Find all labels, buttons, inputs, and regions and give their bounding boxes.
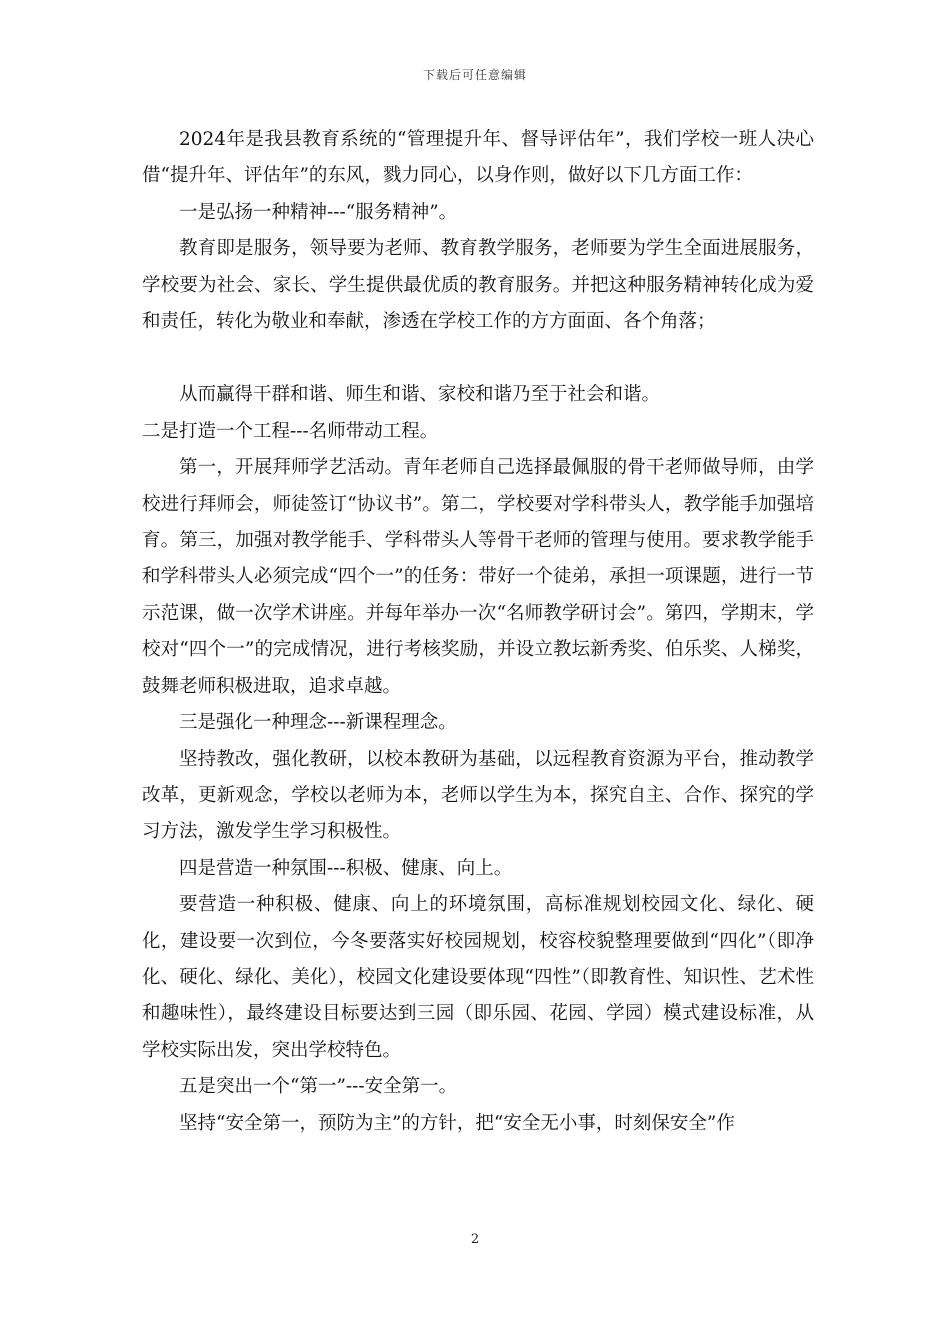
heading-service-spirit: 一是弘扬一种精神---“服务精神”。 [179,201,458,223]
paragraph-harmony: 从而赢得干群和谐、师生和谐、家校和谐乃至于社会和谐。 [179,384,661,406]
heading-famous-teacher-project: 二是打造一个工程---名师带动工程。 [142,420,439,442]
document-body [142,122,814,1142]
page-number: 2 [470,1232,480,1247]
heading-atmosphere: 四是营造一种氛围---积极、健康、向上。 [179,857,513,879]
heading-new-curriculum: 三是强化一种理念---新课程理念。 [179,712,457,734]
paragraph-famous-teacher: 第一，开展拜师学艺活动。青年老师自己选择最佩服的骨干老师做导师，由学校进行拜师会，师徒签订“协议书”。第二，学校要对学科带头人，教学能手加强培育。第三，加强对教学能手、学科带头人等骨干老师的管理与使用。要求教学能手和学科带头人必须完成“四个一”的任务：带好一个徒弟，承担一项课题，进行一节示范课，做一次学术讲座。并每年举办一次“名师教学研讨会”。第四，学期末，学校对“四个一”的完成情况，进行考核奖励，并设立教坛新秀奖、伯乐奖、人梯奖，鼓舞老师积极进取，追求卓越。 [142,457,814,697]
paragraph-safety: 坚持“安全第一，预防为主”的方针，把“安全无小事，时刻保安全”作 [179,1112,735,1134]
paragraph-service: 教育即是服务，领导要为老师、教育教学服务，老师要为学生全面进展服务，学校要为社会、家长、学生提供最优质的教育服务。并把这种服务精神转化成为爱和责任，转化为敬业和奉献，渗透在学校工作的方方面面、各个角落； [142,238,814,333]
paragraph-intro: 2024年是我县教育系统的“管理提升年、督导评估年”，我们学校一班人决心借“提升年、评估年”的东风，戮力同心，以身作则，做好以下几方面工作： [142,129,814,187]
page-header-note: 下载后可任意编辑 [422,68,527,82]
paragraph-atmosphere: 要营造一种积极、健康、向上的环境氛围，高标准规划校园文化、绿化、硬化，建设要一次到位，今冬要落实好校园规划，校容校貌整理要做到“四化”（即净化、硬化、绿化、美化），校园文化建设要体现“四性”（即教育性、知识性、艺术性和趣味性），最终建设目标要达到三园（即乐园、花园、学园）模式建设标准，从学校实际出发，突出学校特色。 [142,894,814,1061]
heading-safety-first: 五是突出一个“第一”---安全第一。 [179,1076,458,1098]
paragraph-new-curriculum: 坚持教改，强化教研，以校本教研为基础，以远程教育资源为平台，推动教学改革，更新观念，学校以老师为本，老师以学生为本，探究自主、合作、探究的学习方法，激发学生学习积极性。 [142,748,814,843]
